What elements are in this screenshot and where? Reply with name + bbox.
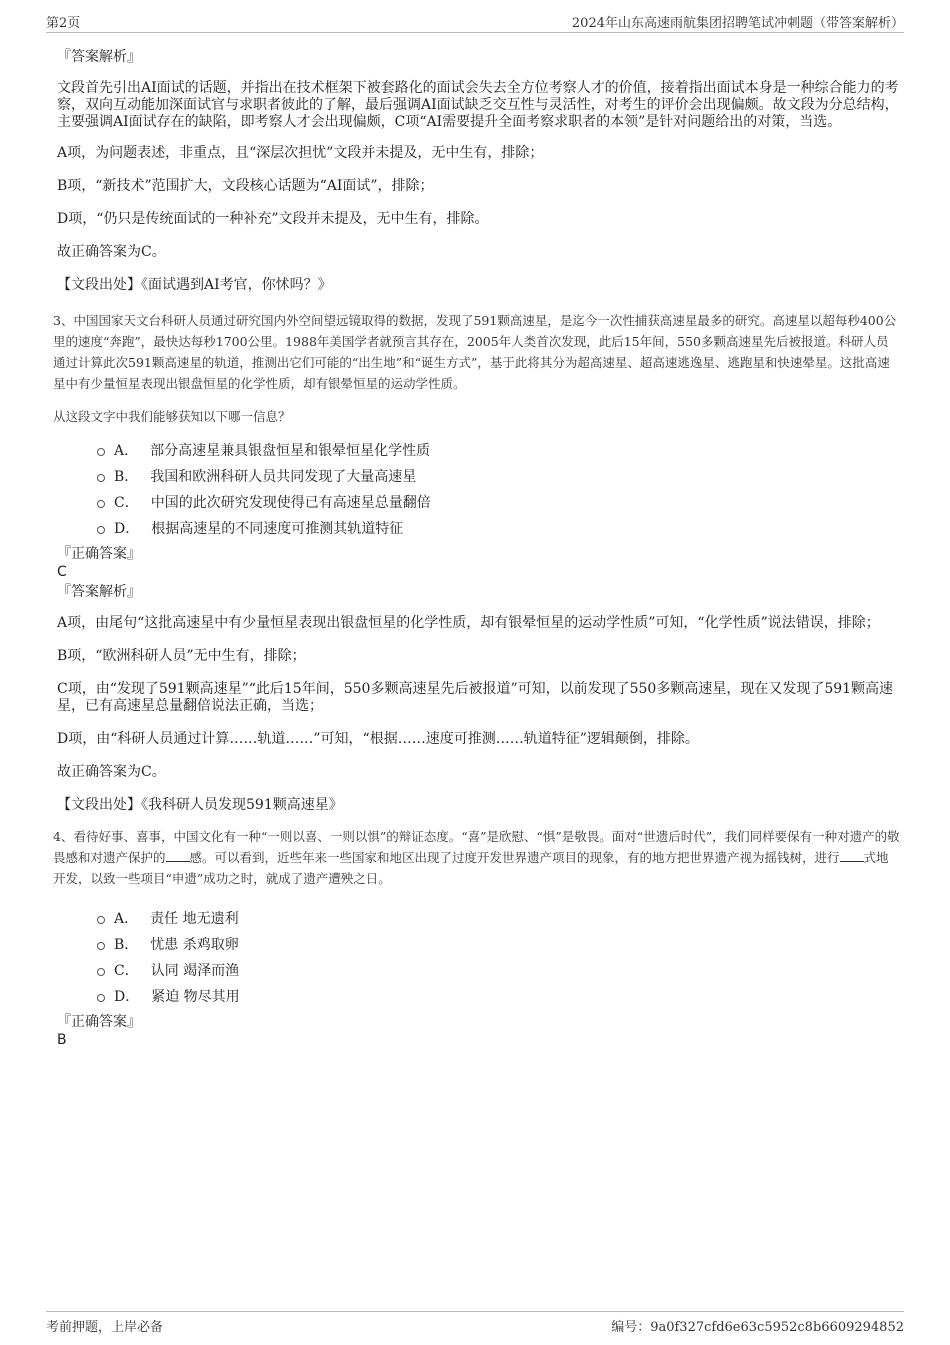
option-d[interactable]: D． 根据高速星的不同速度可推测其轨道特征 — [97, 515, 900, 541]
conclusion: 故正确答案为C。 — [57, 764, 166, 780]
analysis-b: B项，“新技术”范围扩大，文段核心话题为“AI面试”，排除； — [57, 178, 434, 194]
analysis-a: A项，为问题表述，非重点，且“深层次担忧”文段并未提及，无中生有，排除； — [57, 145, 544, 161]
option-c[interactable]: C． 中国的此次研究发现使得已有高速星总量翻倍 — [97, 489, 900, 515]
analysis-label: 『答案解析』 — [57, 49, 141, 65]
page-number: 第2页 — [46, 16, 81, 31]
conclusion: 故正确答案为C。 — [57, 244, 166, 260]
question-3-stem: 3、中国国家天文台科研人员通过研究国内外空间望远镜取得的数据，发现了591颗高速星，是迄今一次性捕获高速星最多的研究。高速星以超每秒400公里的速度“奔跑”，最快达每秒1700公里。1988年美国学者就预言其存在，2005年人类首次发现，此后15年间，550多颗高速星先后被报道。科研人员通过计算此次591颗高速星的轨道，推测出它们可能的“出生地”和“诞生方式”，基于此将其分为超高速星、超高速逃逸星、逃跑星和快速晕星。这批高速星中有少量恒星表现出银盘恒星的化学性质，却有银晕恒星的运动学性质。 — [53, 313, 897, 391]
question-3-options — [97, 437, 900, 541]
answer-label: 『正确答案』 — [57, 546, 141, 562]
analysis-intro: 文段首先引出AI面试的话题，并指出在技术框架下被套路化的面试会失去全方位考察人才的价值，接着指出面试本身是一种综合能力的考察，双向互动能加深面试官与求职者彼此的了解，最后强调AI面试缺乏交互性与灵活性，对考生的评价会出现偏颇。故文段为分总结构，主要强调AI面试存在的缺陷，即考察人才会出现偏颇，C项“AI需要提升全面考察求职者的本领”是针对问题给出的对策，当选。 — [57, 80, 899, 130]
page-footer — [46, 1311, 904, 1335]
radio-icon[interactable] — [97, 994, 105, 1002]
document-title: 2024年山东高速雨航集团招聘笔试冲刺题（带答案解析） — [571, 16, 904, 31]
answer-value: B — [57, 1032, 67, 1048]
radio-icon[interactable] — [97, 500, 105, 508]
answer-label: 『正确答案』 — [57, 1014, 141, 1030]
analysis-b: B项，“欧洲科研人员”无中生有，排除； — [57, 648, 306, 664]
radio-icon[interactable] — [97, 942, 105, 950]
radio-icon[interactable] — [97, 448, 105, 456]
footer-slogan: 考前押题，上岸必备 — [46, 1320, 164, 1335]
option-b[interactable]: B． 我国和欧洲科研人员共同发现了大量高速星 — [97, 463, 900, 489]
analysis-a: A项，由尾句“这批高速星中有少量恒星表现出银盘恒星的化学性质，却有银晕恒星的运动学性质”可知，“化学性质”说法错误，排除； — [57, 615, 880, 631]
radio-icon[interactable] — [97, 526, 105, 534]
analysis-d: D项，“仍只是传统面试的一种补充”文段并未提及，无中生有，排除。 — [57, 211, 489, 227]
question-3-ask: 从这段文字中我们能够获知以下哪一信息？ — [53, 409, 291, 424]
source: 【文段出处】《我科研人员发现591颗高速星》 — [57, 797, 343, 813]
radio-icon[interactable] — [97, 474, 105, 482]
analysis-label: 『答案解析』 — [57, 584, 141, 600]
source: 【文段出处】《面试遇到AI考官，你怵吗？》 — [57, 277, 332, 293]
fill-blank-1 — [166, 849, 190, 862]
option-a[interactable]: A． 责任 地无遗利 — [97, 905, 900, 931]
option-c[interactable]: C． 认同 竭泽而渔 — [97, 957, 900, 983]
analysis-c: C项，由“发现了591颗高速星”“此后15年间，550多颗高速星先后被报道”可知，以前发现了550多颗高速星，现在又发现了591颗高速星，已有高速星总量翻倍说法正确，当选； — [57, 681, 894, 714]
fill-blank-2 — [840, 849, 864, 862]
radio-icon[interactable] — [97, 916, 105, 924]
page-header — [46, 12, 904, 33]
option-a[interactable]: A． 部分高速星兼具银盘恒星和银晕恒星化学性质 — [97, 437, 900, 463]
option-b[interactable]: B． 忧患 杀鸡取卵 — [97, 931, 900, 957]
radio-icon[interactable] — [97, 968, 105, 976]
answer-value: C — [57, 564, 67, 580]
option-d[interactable]: D． 紧迫 物尽其用 — [97, 983, 900, 1009]
document-code: 编号：9a0f327cfd6e63c5952c8b6609294852 — [611, 1320, 904, 1335]
question-4-options — [97, 905, 900, 1009]
analysis-d: D项，由“科研人员通过计算……轨道……”可知，“根据……速度可推测……轨道特征”逻辑颠倒，排除。 — [57, 731, 699, 747]
page-content — [53, 44, 900, 1049]
question-4-stem: 4、看待好事、喜事，中国文化有一种“一则以喜、一则以惧”的辩证态度。“喜”是欣慰、“惧”是敬畏。面对“世遗后时代”，我们同样要保有一种对遗产的敬畏感和对遗产保护的 感。可以看到，近些年来一些国家和地区出现了过度开发世界遗产项目的现象，有的地方把世界遗产视为摇钱树，进行 式地开发，以致一些项目“申遗”成功之时，就成了遗产遭殃之日。 — [53, 829, 900, 886]
